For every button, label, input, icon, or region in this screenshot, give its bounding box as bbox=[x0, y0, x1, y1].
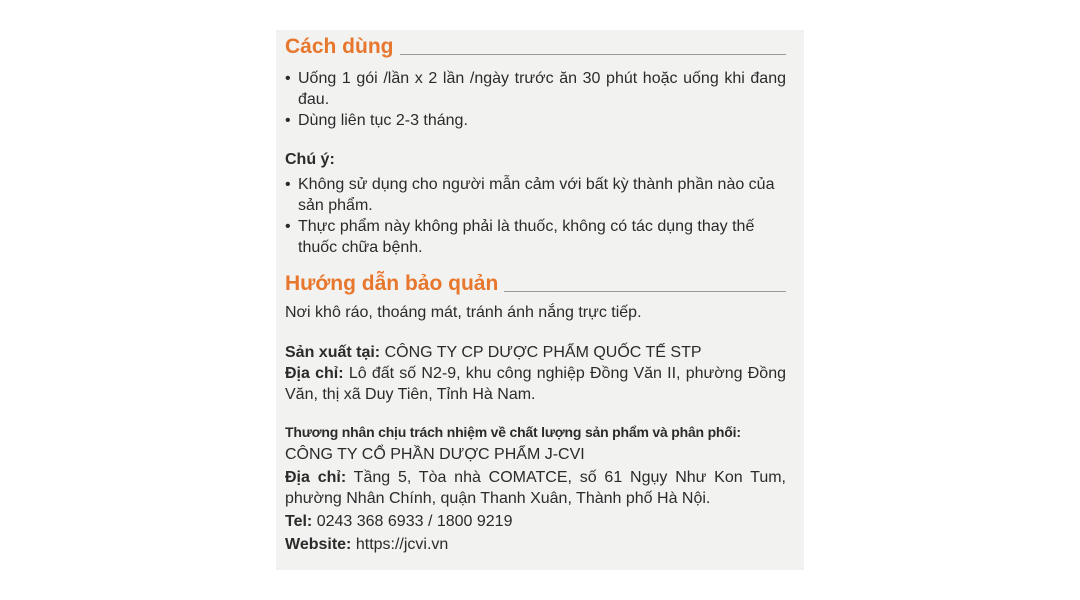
usage-heading: Cách dùng bbox=[285, 35, 394, 58]
note-heading: Chú ý: bbox=[285, 151, 335, 168]
tel-label: Tel: bbox=[285, 513, 313, 530]
usage-list bbox=[285, 68, 786, 131]
address-text: Lô đất số N2-9, khu công nghiệp Đồng Văn II, phường Đồng Văn, thị xã Duy Tiên, Tỉnh Hà Nam. bbox=[285, 365, 786, 403]
manufacturer-label: Sản xuất tại: bbox=[285, 344, 381, 361]
address-label: Địa chỉ: bbox=[285, 469, 347, 486]
manufacturer-name: CÔNG TY CP DƯỢC PHẨM QUỐC TẾ STP bbox=[384, 344, 702, 361]
website-link[interactable]: https://jcvi.vn bbox=[355, 536, 449, 553]
product-info-panel bbox=[276, 30, 804, 570]
storage-heading-row bbox=[285, 271, 786, 297]
tel-line bbox=[285, 511, 786, 532]
usage-item: • Uống 1 gói /lần x 2 lần /ngày trước ăn 30 phút hoặc uống khi đang đau. bbox=[285, 68, 786, 110]
usage-item: • Dùng liên tục 2-3 tháng. bbox=[285, 110, 786, 131]
note-list bbox=[285, 174, 786, 258]
heading-divider bbox=[400, 54, 787, 55]
tel-number: 0243 368 6933 / 1800 9219 bbox=[316, 513, 513, 530]
storage-heading: Hướng dẫn bảo quản bbox=[285, 272, 499, 295]
distributor-address bbox=[285, 467, 786, 509]
distributor-heading: Thương nhân chịu trách nhiệm về chất lượng sản phẩm và phân phối: bbox=[285, 424, 741, 440]
manufacturer-line bbox=[285, 342, 786, 363]
heading-divider bbox=[504, 291, 786, 292]
manufacturer-address bbox=[285, 363, 786, 405]
storage-text: Nơi khô ráo, thoáng mát, tránh ánh nắng trực tiếp. bbox=[285, 304, 642, 321]
note-item: • Thực phẩm này không phải là thuốc, không có tác dụng thay thế thuốc chữa bệnh. bbox=[285, 216, 786, 258]
website-label: Website: bbox=[285, 536, 352, 553]
website-line bbox=[285, 534, 786, 555]
distributor-name: CÔNG TY CỔ PHẦN DƯỢC PHẨM J-CVI bbox=[285, 446, 585, 463]
address-text: Tầng 5, Tòa nhà COMATCE, số 61 Ngụy Như Kon Tum, phường Nhân Chính, quận Thanh Xuân, Thành phố Hà Nội. bbox=[285, 469, 786, 507]
note-item: • Không sử dụng cho người mẫn cảm với bất kỳ thành phần nào của sản phẩm. bbox=[285, 174, 786, 216]
address-label: Địa chỉ: bbox=[285, 365, 344, 382]
usage-heading-row bbox=[285, 34, 786, 60]
